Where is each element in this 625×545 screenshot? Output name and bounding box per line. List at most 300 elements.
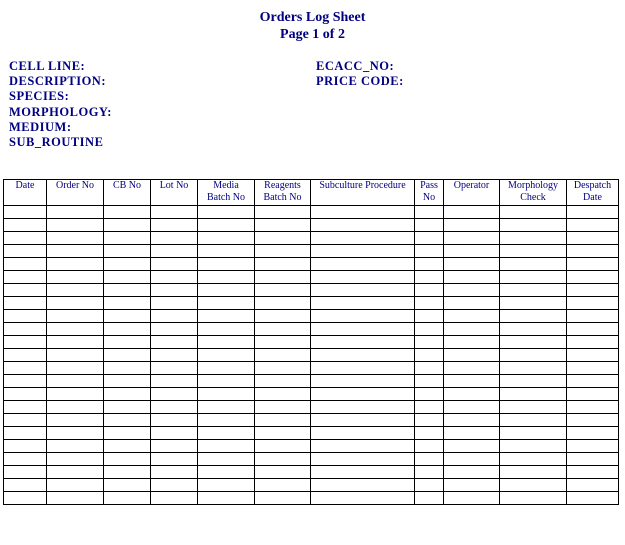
column-header-label: Media — [213, 180, 239, 191]
orders-log-table — [3, 179, 619, 505]
table-cell — [151, 414, 198, 427]
table-cell — [311, 258, 415, 271]
table-cell — [415, 375, 444, 388]
table-cell — [567, 232, 619, 245]
table-cell — [444, 362, 500, 375]
table-cell — [311, 349, 415, 362]
table-cell — [104, 375, 151, 388]
table-cell — [415, 297, 444, 310]
table-cell — [567, 453, 619, 466]
table-cell — [311, 466, 415, 479]
column-header — [47, 180, 104, 206]
column-header-label: Subculture Procedure — [319, 180, 406, 191]
table-cell — [500, 388, 567, 401]
table-cell — [415, 427, 444, 440]
table-cell — [4, 479, 47, 492]
table-cell — [500, 323, 567, 336]
table-cell — [198, 297, 255, 310]
table-cell — [151, 284, 198, 297]
table-cell — [444, 440, 500, 453]
table-cell — [4, 323, 47, 336]
table-cell — [47, 336, 104, 349]
table-cell — [4, 206, 47, 219]
table-row — [4, 245, 619, 258]
table-cell — [444, 310, 500, 323]
table-cell — [198, 440, 255, 453]
table-cell — [198, 453, 255, 466]
table-cell — [4, 466, 47, 479]
table-cell — [4, 414, 47, 427]
table-cell — [500, 336, 567, 349]
table-cell — [415, 219, 444, 232]
table-cell — [311, 206, 415, 219]
medium-label: MEDIUM: — [9, 119, 72, 134]
table-cell — [415, 323, 444, 336]
table-cell — [151, 232, 198, 245]
table-cell — [444, 466, 500, 479]
table-cell — [104, 206, 151, 219]
table-row — [4, 453, 619, 466]
table-cell — [4, 440, 47, 453]
table-cell — [104, 245, 151, 258]
table-cell — [444, 336, 500, 349]
table-cell — [311, 219, 415, 232]
table-cell — [500, 492, 567, 505]
table-cell — [415, 245, 444, 258]
table-cell — [151, 206, 198, 219]
table-cell — [4, 310, 47, 323]
table-cell — [415, 492, 444, 505]
table-cell — [444, 258, 500, 271]
table-cell — [47, 492, 104, 505]
table-cell — [567, 388, 619, 401]
column-header — [444, 180, 500, 206]
table-cell — [311, 401, 415, 414]
table-cell — [47, 297, 104, 310]
table-cell — [104, 323, 151, 336]
table-cell — [444, 401, 500, 414]
table-cell — [47, 453, 104, 466]
table-cell — [198, 310, 255, 323]
table-cell — [567, 349, 619, 362]
table-cell — [104, 271, 151, 284]
table-cell — [567, 258, 619, 271]
table-cell — [311, 414, 415, 427]
table-cell — [104, 297, 151, 310]
column-header — [255, 180, 311, 206]
table-cell — [47, 479, 104, 492]
table-cell — [500, 362, 567, 375]
table-cell — [4, 219, 47, 232]
table-cell — [567, 245, 619, 258]
column-header-label: Batch No — [206, 191, 246, 203]
table-cell — [567, 440, 619, 453]
table-cell — [151, 401, 198, 414]
table-cell — [255, 440, 311, 453]
table-cell — [151, 453, 198, 466]
column-header-label: Operator — [453, 180, 490, 191]
table-cell — [567, 492, 619, 505]
ecacc-no-label: ECACC_NO: — [316, 59, 395, 73]
table-row — [4, 479, 619, 492]
table-cell — [444, 271, 500, 284]
table-cell — [151, 297, 198, 310]
table-cell — [567, 375, 619, 388]
table-cell — [104, 232, 151, 245]
column-header-label: Check — [520, 191, 546, 203]
table-cell — [255, 271, 311, 284]
table-cell — [444, 297, 500, 310]
table-cell — [444, 479, 500, 492]
table-cell — [415, 362, 444, 375]
table-cell — [104, 492, 151, 505]
table-cell — [4, 245, 47, 258]
table-cell — [104, 336, 151, 349]
table-cell — [567, 466, 619, 479]
table-cell — [255, 401, 311, 414]
table-cell — [4, 388, 47, 401]
table-cell — [198, 245, 255, 258]
table-cell — [444, 375, 500, 388]
table-cell — [198, 427, 255, 440]
table-cell — [47, 414, 104, 427]
table-cell — [415, 479, 444, 492]
table-cell — [4, 297, 47, 310]
table-cell — [47, 258, 104, 271]
table-cell — [415, 206, 444, 219]
table-header-row — [4, 180, 619, 206]
table-cell — [151, 349, 198, 362]
column-header-label: CB No — [112, 180, 142, 191]
table-cell — [198, 414, 255, 427]
table-cell — [567, 401, 619, 414]
table-cell — [255, 492, 311, 505]
table-cell — [415, 284, 444, 297]
table-cell — [151, 336, 198, 349]
table-cell — [415, 271, 444, 284]
page-number: Page 1 of 2 — [280, 27, 345, 42]
table-cell — [444, 492, 500, 505]
table-cell — [500, 414, 567, 427]
table-cell — [567, 310, 619, 323]
table-cell — [255, 414, 311, 427]
table-cell — [151, 219, 198, 232]
table-cell — [198, 466, 255, 479]
table-cell — [444, 232, 500, 245]
table-cell — [104, 362, 151, 375]
table-cell — [311, 388, 415, 401]
table-cell — [500, 453, 567, 466]
table-cell — [104, 427, 151, 440]
table-row — [4, 388, 619, 401]
table-cell — [500, 219, 567, 232]
table-cell — [47, 323, 104, 336]
table-cell — [311, 479, 415, 492]
table-cell — [500, 245, 567, 258]
table-cell — [104, 466, 151, 479]
table-cell — [567, 219, 619, 232]
table-cell — [4, 271, 47, 284]
morphology-label: MORPHOLOGY: — [9, 104, 112, 119]
table-cell — [415, 336, 444, 349]
table-cell — [255, 453, 311, 466]
table-cell — [311, 492, 415, 505]
table-cell — [255, 297, 311, 310]
table-cell — [255, 479, 311, 492]
record-fields-left — [9, 59, 112, 150]
column-header — [567, 180, 619, 206]
table-cell — [104, 310, 151, 323]
table-row — [4, 349, 619, 362]
table-cell — [4, 336, 47, 349]
table-cell — [104, 453, 151, 466]
column-header — [104, 180, 151, 206]
table-cell — [444, 453, 500, 466]
column-header-label: Pass — [420, 180, 438, 191]
column-header-label: Order No — [55, 180, 95, 191]
table-row — [4, 414, 619, 427]
table-cell — [198, 362, 255, 375]
table-cell — [151, 466, 198, 479]
table-cell — [47, 427, 104, 440]
table-cell — [151, 440, 198, 453]
table-cell — [500, 310, 567, 323]
table-cell — [47, 388, 104, 401]
table-cell — [255, 466, 311, 479]
table-cell — [198, 349, 255, 362]
table-cell — [311, 362, 415, 375]
table-cell — [151, 388, 198, 401]
table-row — [4, 206, 619, 219]
table-row — [4, 232, 619, 245]
table-cell — [415, 258, 444, 271]
table-cell — [255, 349, 311, 362]
table-cell — [198, 271, 255, 284]
table-cell — [104, 440, 151, 453]
table-cell — [4, 258, 47, 271]
table-row — [4, 427, 619, 440]
table-cell — [4, 349, 47, 362]
table-cell — [415, 414, 444, 427]
table-cell — [47, 232, 104, 245]
table-cell — [104, 388, 151, 401]
table-cell — [500, 297, 567, 310]
table-cell — [47, 349, 104, 362]
table-cell — [415, 388, 444, 401]
table-cell — [444, 245, 500, 258]
species-label: SPECIES: — [9, 89, 70, 104]
table-cell — [311, 336, 415, 349]
table-row — [4, 466, 619, 479]
table-cell — [151, 323, 198, 336]
table-cell — [255, 336, 311, 349]
table-cell — [47, 362, 104, 375]
column-header-label: Despatch — [573, 180, 612, 191]
table-row — [4, 375, 619, 388]
record-fields-right — [316, 59, 404, 89]
table-cell — [311, 232, 415, 245]
table-row — [4, 310, 619, 323]
table-cell — [198, 219, 255, 232]
table-cell — [198, 323, 255, 336]
table-cell — [151, 427, 198, 440]
table-cell — [104, 284, 151, 297]
table-cell — [311, 453, 415, 466]
table-cell — [255, 362, 311, 375]
table-cell — [567, 271, 619, 284]
table-cell — [104, 258, 151, 271]
table-cell — [47, 206, 104, 219]
table-cell — [47, 310, 104, 323]
table-cell — [151, 245, 198, 258]
description-label: DESCRIPTION: — [9, 74, 106, 89]
cell-line-label: CELL LINE: — [9, 59, 86, 73]
table-cell — [198, 232, 255, 245]
table-cell — [415, 349, 444, 362]
table-row — [4, 492, 619, 505]
table-cell — [500, 271, 567, 284]
table-cell — [47, 440, 104, 453]
table-cell — [255, 245, 311, 258]
table-cell — [47, 401, 104, 414]
table-cell — [311, 297, 415, 310]
table-cell — [104, 219, 151, 232]
table-cell — [151, 310, 198, 323]
table-cell — [500, 375, 567, 388]
column-header — [500, 180, 567, 206]
table-cell — [500, 206, 567, 219]
table-cell — [255, 232, 311, 245]
table-cell — [444, 388, 500, 401]
table-cell — [4, 427, 47, 440]
column-header-label: No — [422, 191, 436, 203]
table-cell — [47, 284, 104, 297]
table-cell — [415, 466, 444, 479]
table-row — [4, 219, 619, 232]
table-cell — [311, 271, 415, 284]
table-cell — [567, 284, 619, 297]
table-cell — [500, 349, 567, 362]
table-cell — [311, 375, 415, 388]
table-cell — [567, 297, 619, 310]
table-row — [4, 362, 619, 375]
table-cell — [311, 323, 415, 336]
table-cell — [198, 492, 255, 505]
table-cell — [198, 284, 255, 297]
table-cell — [500, 232, 567, 245]
table-cell — [500, 401, 567, 414]
table-cell — [255, 427, 311, 440]
table-cell — [311, 284, 415, 297]
table-cell — [198, 336, 255, 349]
table-cell — [151, 375, 198, 388]
price-code-label: PRICE CODE: — [316, 74, 404, 89]
table-cell — [255, 258, 311, 271]
column-header-label: Batch No — [263, 191, 302, 203]
table-cell — [47, 245, 104, 258]
table-cell — [4, 362, 47, 375]
table-cell — [444, 219, 500, 232]
table-cell — [104, 414, 151, 427]
table-cell — [104, 479, 151, 492]
column-header-label: Morphology — [508, 180, 558, 191]
table-cell — [311, 427, 415, 440]
table-cell — [255, 284, 311, 297]
column-header — [415, 180, 444, 206]
table-cell — [4, 284, 47, 297]
column-header-label: Lot No — [159, 180, 189, 191]
table-row — [4, 401, 619, 414]
table-cell — [255, 206, 311, 219]
table-cell — [415, 401, 444, 414]
table-row — [4, 440, 619, 453]
table-cell — [444, 206, 500, 219]
table-cell — [567, 336, 619, 349]
table-cell — [444, 414, 500, 427]
table-cell — [311, 310, 415, 323]
table-cell — [444, 284, 500, 297]
table-cell — [567, 427, 619, 440]
table-cell — [255, 388, 311, 401]
table-cell — [567, 362, 619, 375]
table-cell — [444, 427, 500, 440]
table-cell — [4, 375, 47, 388]
table-cell — [47, 271, 104, 284]
table-cell — [4, 232, 47, 245]
table-row — [4, 271, 619, 284]
column-header-label: Reagents — [264, 180, 301, 191]
table-cell — [198, 206, 255, 219]
table-cell — [47, 375, 104, 388]
table-cell — [500, 466, 567, 479]
table-cell — [104, 349, 151, 362]
table-cell — [255, 375, 311, 388]
table-cell — [311, 440, 415, 453]
column-header — [4, 180, 47, 206]
column-header — [311, 180, 415, 206]
column-header — [198, 180, 255, 206]
table-row — [4, 258, 619, 271]
table-cell — [151, 258, 198, 271]
table-cell — [500, 440, 567, 453]
table-cell — [311, 245, 415, 258]
table-cell — [198, 375, 255, 388]
sub-routine-label: SUB_ROUTINE — [9, 135, 104, 150]
table-cell — [255, 323, 311, 336]
table-cell — [567, 323, 619, 336]
table-cell — [444, 323, 500, 336]
column-header-label: Date — [15, 180, 35, 191]
table-cell — [151, 362, 198, 375]
page-title: Orders Log Sheet — [259, 10, 366, 25]
table-cell — [500, 427, 567, 440]
table-cell — [4, 492, 47, 505]
column-header-label: Date — [583, 191, 602, 203]
table-cell — [567, 414, 619, 427]
table-cell — [444, 349, 500, 362]
table-cell — [415, 440, 444, 453]
table-cell — [415, 232, 444, 245]
table-cell — [415, 310, 444, 323]
table-cell — [104, 401, 151, 414]
table-cell — [198, 258, 255, 271]
table-cell — [4, 453, 47, 466]
table-cell — [500, 284, 567, 297]
table-row — [4, 323, 619, 336]
table-row — [4, 336, 619, 349]
table-cell — [198, 401, 255, 414]
table-row — [4, 284, 619, 297]
